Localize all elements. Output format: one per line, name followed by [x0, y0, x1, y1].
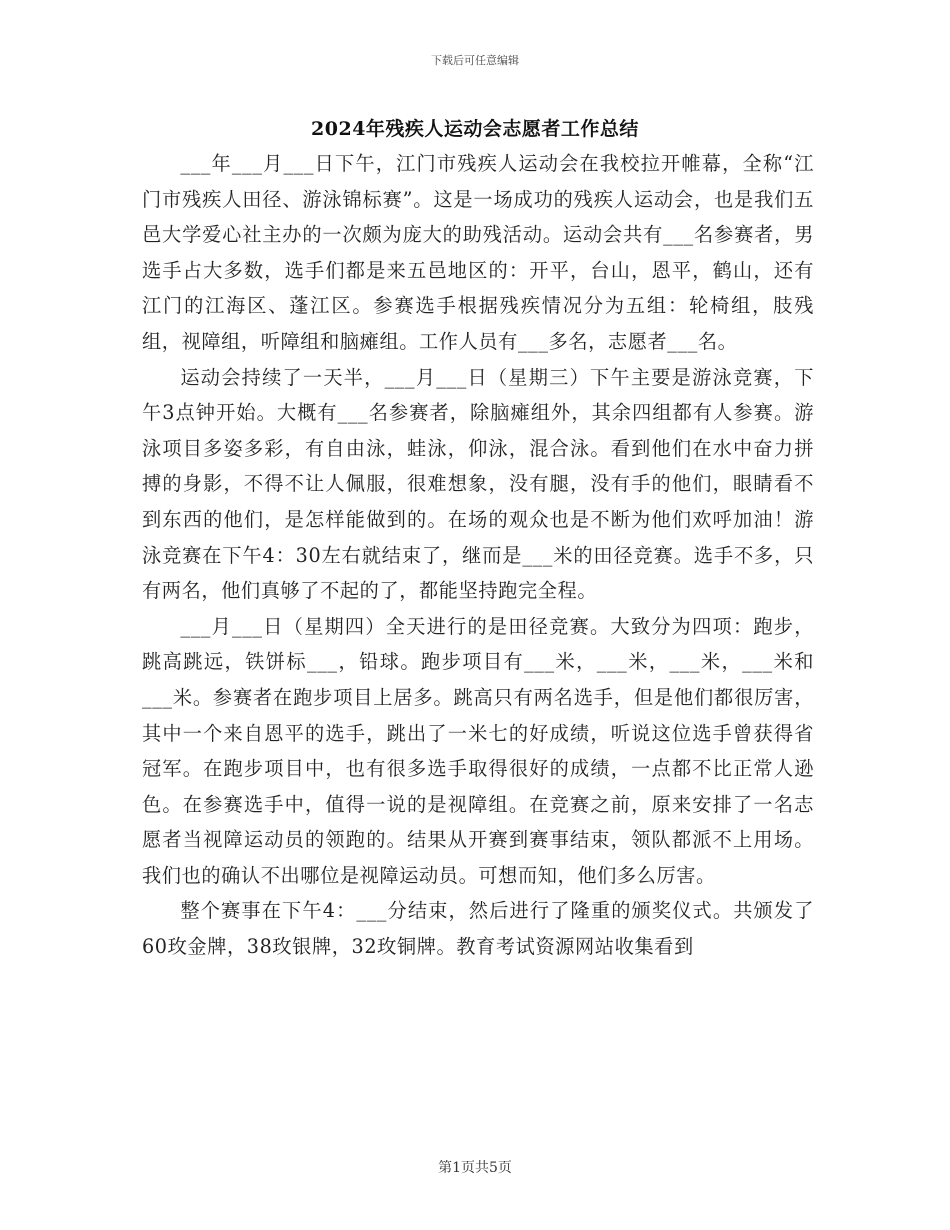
- paragraph-swimming: 运动会持续了一天半，___月___日（星期三）下午主要是游泳竞赛，下午3点钟开始。大概有___名参赛者，除脑瘫组外，其余四组都有人参赛。游泳项目多姿多彩，有自由泳，蛙泳，仰泳，混合泳。看到他们在水中奋力拼搏的身影，不得不让人佩服，很难想象，没有腿，没有手的他们，眼睛看不到东西的他们，是怎样能做到的。在场的观众也是不断为他们欢呼加油！游泳竞赛在下午4：30左右就结束了，继而是___米的田径竞赛。选手不多，只有两名，他们真够了不起的了，都能坚持跑完全程。: [142, 365, 814, 603]
- page-number: 第1页共5页: [438, 1160, 512, 1176]
- document-body: [142, 146, 814, 965]
- paragraph-athletics: ___月___日（星期四）全天进行的是田径竞赛。大致分为四项：跑步，跳高跳远，铁饼标___，铅球。跑步项目有___米，___米，___米，___米和___米。参赛者在跑步项目上居多。跳高只有两名选手，但是他们都很厉害，其中一个来自恩平的选手，跳出了一米七的好成绩，听说这位选手曾获得省冠军。在跑步项目中，也有很多选手取得很好的成绩，一点都不比正常人逊色。在参赛选手中，值得一说的是视障组。在竞赛之前，原来安排了一名志愿者当视障运动员的领跑的。结果从开赛到赛事结束，领队都派不上用场。我们也的确认不出哪位是视障运动员。可想而知，他们多么厉害。: [142, 614, 814, 887]
- document-title: 2024年残疾人运动会志愿者工作总结: [311, 118, 639, 140]
- paragraph-awards: 整个赛事在下午4：___分结束，然后进行了隆重的颁奖仪式。共颁发了60玫金牌，38玫银牌，32玫铜牌。教育考试资源网站收集看到: [142, 899, 814, 959]
- download-note: 下载后可任意编辑: [431, 54, 519, 67]
- paragraph-opening: ___年___月___日下午，江门市残疾人运动会在我校拉开帷幕，全称“江门市残疾人田径、游泳锦标赛”。这是一场成功的残疾人运动会，也是我们五邑大学爱心社主办的一次颇为庞大的助残活动。运动会共有___名参赛者，男选手占大多数，选手们都是来五邑地区的：开平，台山，恩平，鹤山，还有江门的江海区、蓬江区。参赛选手根据残疾情况分为五组：轮椅组，肢残组，视障组，听障组和脑瘫组。工作人员有___多名，志愿者___名。: [142, 152, 814, 353]
